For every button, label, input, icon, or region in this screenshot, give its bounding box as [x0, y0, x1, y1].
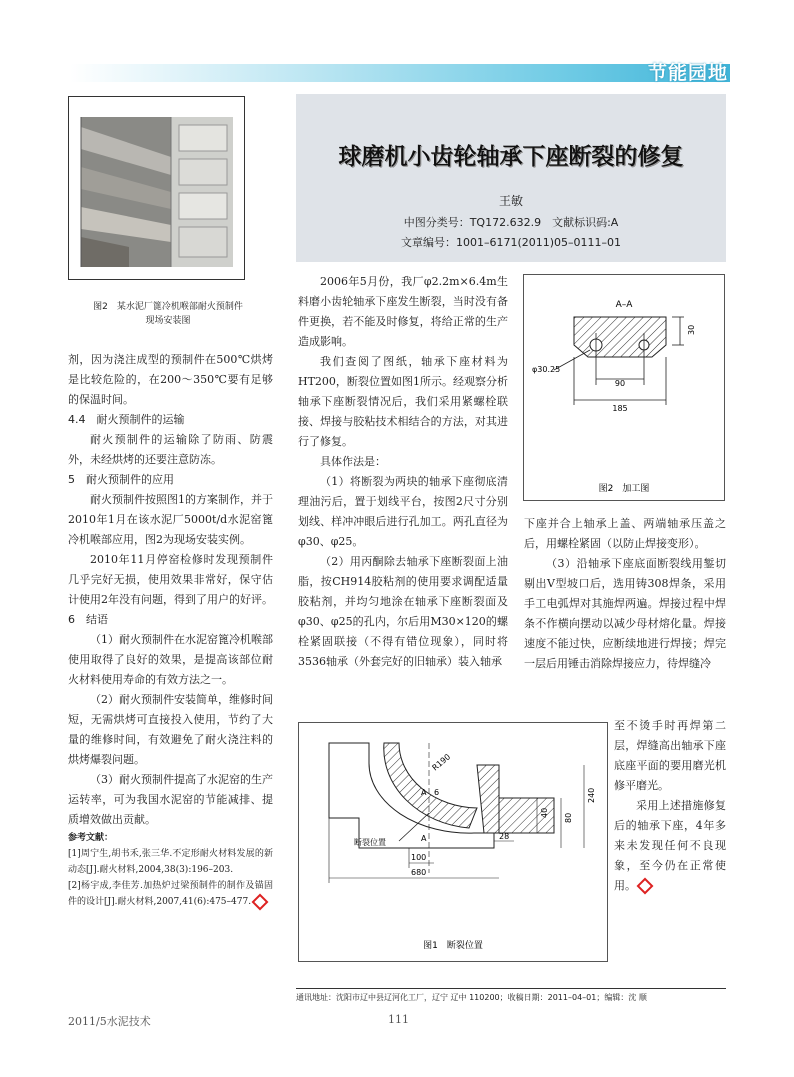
end-mark-icon [637, 878, 654, 895]
fig2-dim-185: 185 [612, 404, 628, 413]
fig1-svg [299, 723, 607, 961]
fig1-label-a2: A [421, 834, 427, 843]
fig1-breaking-position [298, 722, 608, 962]
reference-1: [1]周宁生,胡书禾,张三华.不定形耐火材料发展的新动态[J].耐火材料,2004,38(3):196–203. [68, 849, 273, 875]
right-column [524, 514, 726, 674]
step-3: （3）沿轴承下座底面断裂线用錾切剔出V型坡口后，选用铸308焊条，采用手工电弧焊对其施焊两遍。焊接过程中焊条不作横向摆动以减少母材熔化量。焊接速度不能过快，应断续地进行焊接；焊完一层后用锤击消除焊接应力，待焊缝冷 [524, 557, 726, 670]
article-number: 文章编号：1001–6171(2011)05–0111–01 [400, 236, 622, 249]
middle-column [298, 272, 508, 672]
fig1-dim-28: 28 [499, 832, 510, 841]
conclusion-2: （2）耐火预制件安装简单，维修时间短，无需烘烤可直接投入使用，节约了大量的维修时间，有效避免了耐火浇注料的烘烤爆裂问题。 [68, 693, 273, 766]
photo-illustration [69, 97, 244, 279]
fig2-left-caption-line1: 图2 某水泥厂篦冷机喉部耐火预制件 [93, 302, 243, 312]
reference-2 [68, 878, 273, 910]
article-title: 球磨机小齿轮轴承下座断裂的修复 [338, 144, 684, 170]
right-final-text: 采用上述措施修复后的轴承下座，4年多来未发现任何不良现象，至今仍在正常使用。 [614, 799, 726, 892]
left-p2: 耐火预制件的运输除了防雨、防震外，未经烘烤的还要注意防冻。 [68, 433, 273, 466]
article-author: 王敏 [498, 194, 523, 208]
fig2-dim-90: 90 [614, 379, 626, 388]
fig2-left-caption [68, 300, 268, 328]
fig2-svg [524, 275, 724, 500]
mid-p2: 我们查阅了图纸，轴承下座材料为HT200，断裂位置如图1所示。经观察分析轴承下座断裂情况后，我们采用紧螺栓联接、焊接与胶粘技术相结合的方法，对其进行了修复。 [298, 355, 508, 448]
fig2-dim-phi: φ30.25 [532, 365, 561, 374]
left-column [68, 350, 273, 910]
fig1-dim-240: 240 [587, 787, 596, 803]
fig1-dim-100: 100 [411, 853, 427, 862]
section-title: 节能园地 [647, 62, 728, 84]
mid-p3: 具体作法是： [320, 455, 386, 468]
step-1: （1）将断裂为两块的轴承下座彻底清理油污后，置于划线平台，按图2尺寸分别划线、样冲冲眼后进行孔加工。两孔直径为φ30、φ25。 [298, 475, 508, 548]
right-p1: 下座并合上轴承上盖、两端轴承压盖之后，用螺栓紧固（以防止焊接变形）。 [524, 517, 726, 550]
classification-number: 中图分类号：TQ172.632.9 文献标识码:A [403, 216, 619, 229]
page-number: 111 [388, 1013, 409, 1026]
fig2-left-caption-line2: 现场安装图 [145, 316, 191, 326]
right-column-continued [614, 716, 726, 896]
header-gradient-bar [70, 64, 730, 82]
step-3-continued: 至不烫手时再焊第二层，焊缝高出轴承下座底座平面的要用磨光机修平磨光。 [614, 719, 726, 792]
installation-photo [68, 96, 245, 280]
heading-5: 5 耐火预制件的应用 [68, 473, 174, 486]
mid-p1: 2006年5月份，我厂φ2.2m×6.4m生料磨小齿轮轴承下座发生断裂，当时没有备件更换，若不能及时修复，将给正常的生产造成影响。 [298, 275, 508, 348]
fig1-caption: 图1 断裂位置 [423, 941, 483, 951]
left-p4: 2010年11月停窑检修时发现预制件几乎完好无损，使用效果非常好，保守估计使用2年没有问题，得到了用户的好评。 [68, 553, 273, 606]
fig2-section-label: A–A [615, 300, 633, 310]
conclusion-3: （3）耐火预制件提高了水泥窑的生产运转率，可为我国水泥窑的节能减排、提质增效做出贡献。 [68, 773, 273, 826]
fig2-processing-drawing [523, 274, 725, 501]
footer-rule [296, 988, 726, 989]
fig1-break-label: 断裂位置 [354, 838, 386, 847]
fig1-dim-680: 680 [411, 868, 427, 877]
left-p3: 耐火预制件按照图1的方案制作，并于2010年1月在该水泥厂5000t/d水泥窑篦冷机喉部应用，图2为现场安装实例。 [68, 493, 273, 546]
journal-name: 2011/5水泥技术 [68, 1015, 151, 1028]
reference-2-text: [2]杨宇成,李佳芳.加热炉过梁预制件的制作及锚固件的设计[J].耐火材料,2007,41(6):475–477. [68, 881, 273, 907]
heading-6: 6 结语 [68, 613, 108, 626]
step-2: （2）用丙酮除去轴承下座断裂面上油脂，按CH914胶粘剂的使用要求调配适量胶粘剂，并均匀地涂在轴承下座断裂面及φ30、φ25的孔内，尔后用M30×120的螺栓紧固联接（不得有错位现象），同时将3536轴承（外套完好的旧轴承）装入轴承 [298, 555, 508, 668]
conclusion-1: （1）耐火预制件在水泥窑篦冷机喉部使用取得了良好的效果，是提高该部位耐火材料使用寿命的有效方法之一。 [68, 633, 273, 686]
fig2-dim-30: 30 [687, 324, 696, 335]
fig1-dim-6: 6 [434, 788, 440, 797]
fig1-r190: R190 [430, 752, 453, 773]
fig1-label-a1: A [421, 788, 427, 797]
references-title: 参考文献： [68, 833, 114, 843]
fig1-dim-80: 80 [564, 812, 573, 823]
fig1-dim-40: 40 [540, 807, 549, 818]
correspondence-address: 通讯地址：沈阳市辽中县辽河化工厂，辽宁 辽中 110200；收稿日期：2011–04–01；编辑：沈 顺 [296, 993, 647, 1002]
end-mark-icon [252, 893, 269, 910]
right-final [614, 796, 726, 896]
left-p1: 剂，因为浇注成型的预制件在500℃烘烤是比较危险的，在200～350℃要有足够的保温时间。 [68, 353, 273, 406]
fig2-caption: 图2 加工图 [598, 484, 650, 494]
heading-4-4: 4.4 耐火预制件的运输 [68, 413, 185, 426]
